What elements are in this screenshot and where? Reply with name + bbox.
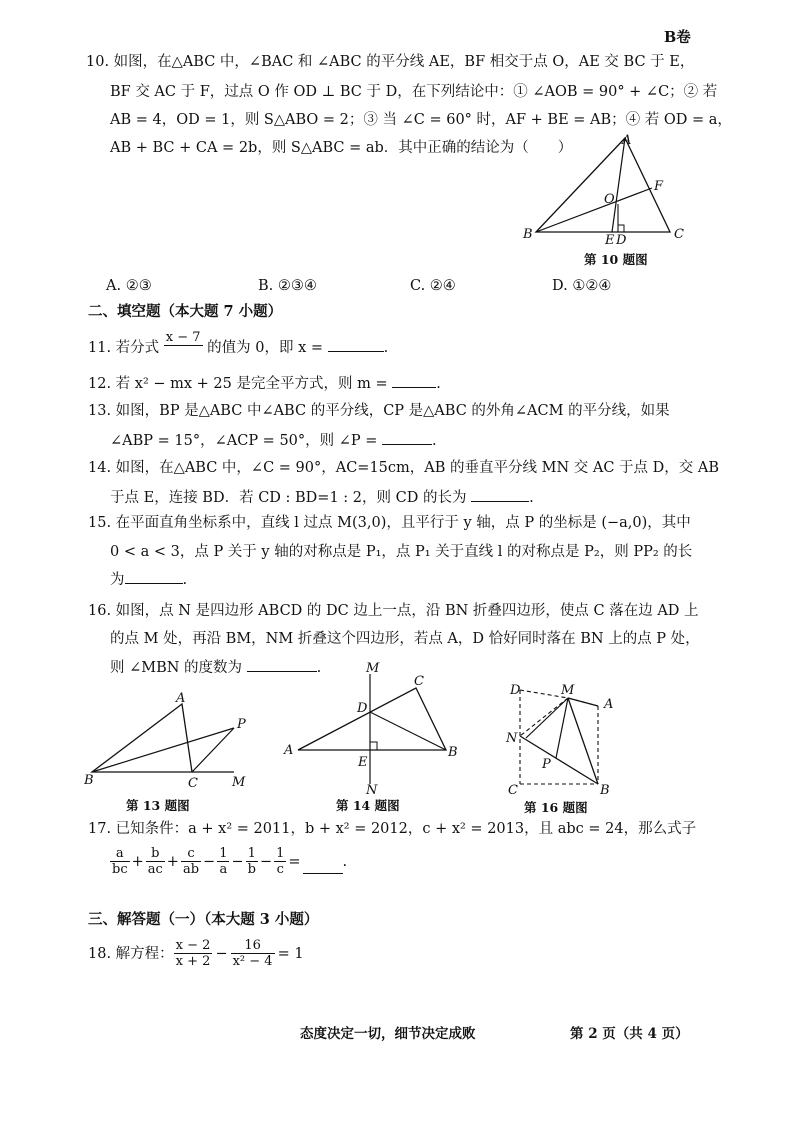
q16-line1: 16. 如图，点 N 是四边形 ABCD 的 DC 边上一点，沿 BN 折叠四边形，使点 C 落在边 AD 上 bbox=[88, 603, 699, 619]
q11-fraction bbox=[164, 330, 203, 354]
fig10-label-c: C bbox=[674, 227, 684, 242]
q18-frac-2-num: 16 bbox=[231, 938, 275, 954]
q18-frac-1 bbox=[174, 938, 213, 969]
q11-numerator: x − 7 bbox=[165, 330, 201, 345]
q10-line1: 10. 如图，在△ABC 中，∠BAC 和 ∠ABC 的平分线 AE，BF 相交于点 O，AE 交 BC 于 E， bbox=[86, 54, 695, 70]
q17-op-3: − bbox=[203, 853, 216, 870]
fig14-label-e: E bbox=[358, 755, 368, 770]
q17-frac-2 bbox=[146, 846, 165, 877]
q17-op-6: = bbox=[288, 853, 301, 870]
q11-answer-blank[interactable] bbox=[328, 337, 384, 352]
q17-frac-6 bbox=[274, 846, 286, 877]
q17-end: . bbox=[342, 853, 348, 870]
q16-end: . bbox=[316, 660, 322, 676]
q16-line3-text: 则 ∠MBN 的度数为 bbox=[110, 660, 247, 676]
fig14-diagram bbox=[280, 660, 470, 800]
fig13-diagram bbox=[84, 688, 254, 798]
q10-line2: BF 交 AC 于 F，过点 O 作 OD ⊥ BC 于 D，在下列结论中：① ∠AOB = 90° + ∠C；② 若 bbox=[110, 84, 718, 100]
volume-label: B卷 bbox=[664, 29, 691, 46]
fig13-label-c: C bbox=[188, 776, 198, 791]
q17-expression bbox=[110, 846, 347, 877]
q17-frac-1 bbox=[110, 846, 130, 877]
fig10-label-b: B bbox=[523, 227, 533, 242]
fig16-label-p: P bbox=[542, 757, 551, 772]
fig10-label-o: O bbox=[604, 192, 615, 207]
fig10-label-f: F bbox=[654, 179, 664, 194]
q10-option-c: C. ②④ bbox=[410, 278, 456, 294]
q12-end: . bbox=[436, 376, 441, 392]
q15-line3-text: 为 bbox=[110, 572, 125, 588]
fig16-label-c: C bbox=[508, 783, 518, 796]
q17-frac-5 bbox=[246, 846, 258, 877]
fig10-label-e: E bbox=[605, 233, 615, 248]
q17-frac-2-den: ac bbox=[147, 862, 163, 877]
q12 bbox=[88, 373, 441, 394]
q18-frac-1-den: x + 2 bbox=[175, 954, 211, 969]
q14-answer-blank[interactable] bbox=[471, 487, 529, 502]
fig16-label-n: N bbox=[506, 731, 518, 746]
fig13-caption: 第 13 题图 bbox=[126, 798, 190, 813]
q17-frac-3-num: c bbox=[181, 846, 201, 862]
q14-line1: 14. 如图，在△ABC 中，∠C = 90°，AC=15cm，AB 的垂直平分线 MN 交 AC 于点 D，交 AB bbox=[88, 460, 720, 476]
q15-line2: 0 < a < 3，点 P 关于 y 轴的对称点是 P₁，点 P₁ 关于直线 l 的对称点是 P₂，则 PP₂ 的长 bbox=[110, 544, 693, 560]
fig14-label-m: M bbox=[366, 661, 380, 676]
q17-op-4: − bbox=[231, 853, 244, 870]
q10-line3: AB = 4，OD = 1，则 S△ABO = 2；③ 当 ∠C = 60° 时，AF + BE = AB；④ 若 OD = a， bbox=[110, 112, 732, 128]
footer-motto: 态度决定一切，细节决定成败 bbox=[300, 1026, 476, 1042]
q13-answer-blank[interactable] bbox=[382, 430, 432, 445]
fig14-label-c: C bbox=[414, 674, 424, 689]
fig13-label-b: B bbox=[84, 773, 94, 788]
q17-frac-4-den: a bbox=[219, 862, 228, 877]
q17-frac-3-den: ab bbox=[182, 862, 200, 877]
fig16-label-m: M bbox=[561, 683, 575, 698]
q13-end: . bbox=[432, 433, 437, 449]
section2-title: 二、填空题（本大题 7 小题） bbox=[88, 303, 283, 320]
q13-line2 bbox=[110, 430, 437, 451]
fig14-label-a: A bbox=[284, 743, 294, 758]
fig14-label-n: N bbox=[366, 783, 378, 798]
q11-prefix: 11. 若分式 bbox=[88, 340, 160, 356]
q13-line1: 13. 如图，BP 是△ABC 中∠ABC 的平分线，CP 是△ABC 的外角∠ACM 的平分线，如果 bbox=[88, 403, 670, 419]
fig14-label-d: D bbox=[357, 701, 368, 716]
q17-frac-4 bbox=[217, 846, 229, 877]
q17-op-5: − bbox=[259, 853, 273, 870]
q17-frac-1-den: bc bbox=[112, 862, 128, 877]
footer-page: 第 2 页（共 4 页） bbox=[570, 1026, 689, 1042]
q10-option-b: B. ②③④ bbox=[258, 278, 317, 294]
q12-answer-blank[interactable] bbox=[392, 373, 436, 388]
section3-title: 三、解答题（一）（本大题 3 小题） bbox=[88, 911, 319, 928]
q17-frac-1-num: a bbox=[110, 846, 130, 862]
q17-frac-2-num: b bbox=[146, 846, 165, 862]
q18-rhs: = 1 bbox=[277, 945, 304, 962]
q18-frac-2 bbox=[231, 938, 275, 969]
q17-frac-5-num: 1 bbox=[246, 846, 258, 862]
q17-answer-blank[interactable] bbox=[303, 859, 343, 874]
q17-op-2: + bbox=[166, 853, 179, 870]
q18-frac-1-num: x − 2 bbox=[175, 938, 211, 953]
q18 bbox=[88, 938, 304, 969]
fig13-label-a: A bbox=[176, 691, 186, 706]
q18-prefix: 18. 解方程： bbox=[88, 945, 174, 962]
q14-line2-text: 于点 E，连接 BD．若 CD : BD=1 : 2，则 CD 的长为 bbox=[110, 490, 472, 506]
q17-frac-5-den: b bbox=[247, 862, 256, 877]
q11-end: . bbox=[383, 340, 389, 356]
fig10-caption: 第 10 题图 bbox=[584, 252, 648, 267]
q17-frac-3 bbox=[181, 846, 201, 877]
q16-line2: 的点 M 处，再沿 BM，NM 折叠这个四边形，若点 A，D 恰好同时落在 BN 上的点 P 处， bbox=[110, 631, 700, 647]
q15-answer-blank[interactable] bbox=[125, 569, 183, 584]
q14-end: . bbox=[529, 490, 534, 506]
fig14-caption: 第 14 题图 bbox=[336, 798, 400, 813]
q15-line3 bbox=[110, 569, 187, 590]
q10-option-a: A. ②③ bbox=[106, 278, 152, 294]
q13-line2-text: ∠ABP = 15°，∠ACP = 50°，则 ∠P = bbox=[110, 433, 383, 449]
q15-line1: 15. 在平面直角坐标系中，直线 l 过点 M(3,0)，且平行于 y 轴，点 P 的坐标是 (−a,0)，其中 bbox=[88, 515, 691, 531]
fig13-label-m: M bbox=[232, 775, 246, 790]
fig14-label-b: B bbox=[448, 745, 458, 760]
q17-op-1: + bbox=[131, 853, 144, 870]
q14-line2 bbox=[110, 487, 534, 508]
fig10-label-d: D bbox=[616, 233, 627, 248]
q17-line1: 17. 已知条件：a + x² = 2011，b + x² = 2012，c + x² = 2013，且 abc = 24，那么式子 bbox=[88, 821, 697, 837]
fig13-label-p: P bbox=[237, 717, 246, 732]
q17-frac-6-num: 1 bbox=[276, 846, 285, 861]
q12-text: 12. 若 x² − mx + 25 是完全平方式，则 m = bbox=[88, 376, 393, 392]
q10-option-d: D. ①②④ bbox=[552, 278, 612, 294]
fig16-label-a: A bbox=[604, 697, 614, 712]
fig16-caption: 第 16 题图 bbox=[524, 800, 588, 815]
q15-end: . bbox=[182, 572, 188, 588]
q17-frac-6-den: c bbox=[276, 862, 284, 877]
fig16-label-b: B bbox=[600, 783, 610, 796]
fig10-diagram bbox=[520, 128, 700, 248]
q17-frac-4-num: 1 bbox=[219, 846, 228, 861]
q11 bbox=[88, 330, 389, 360]
q18-frac-2-den: x² − 4 bbox=[232, 954, 273, 969]
fig10-label-a: A bbox=[622, 133, 632, 148]
fig16-diagram bbox=[498, 680, 638, 796]
q11-suffix: 的值为 0，即 x = bbox=[207, 340, 328, 356]
q10-line4: AB + BC + CA = 2b，则 S△ABC = ab．其中正确的结论为（ ） bbox=[110, 140, 573, 156]
fig16-label-d: D bbox=[510, 683, 521, 698]
q11-denominator bbox=[164, 346, 203, 354]
q18-op: − bbox=[215, 945, 228, 962]
